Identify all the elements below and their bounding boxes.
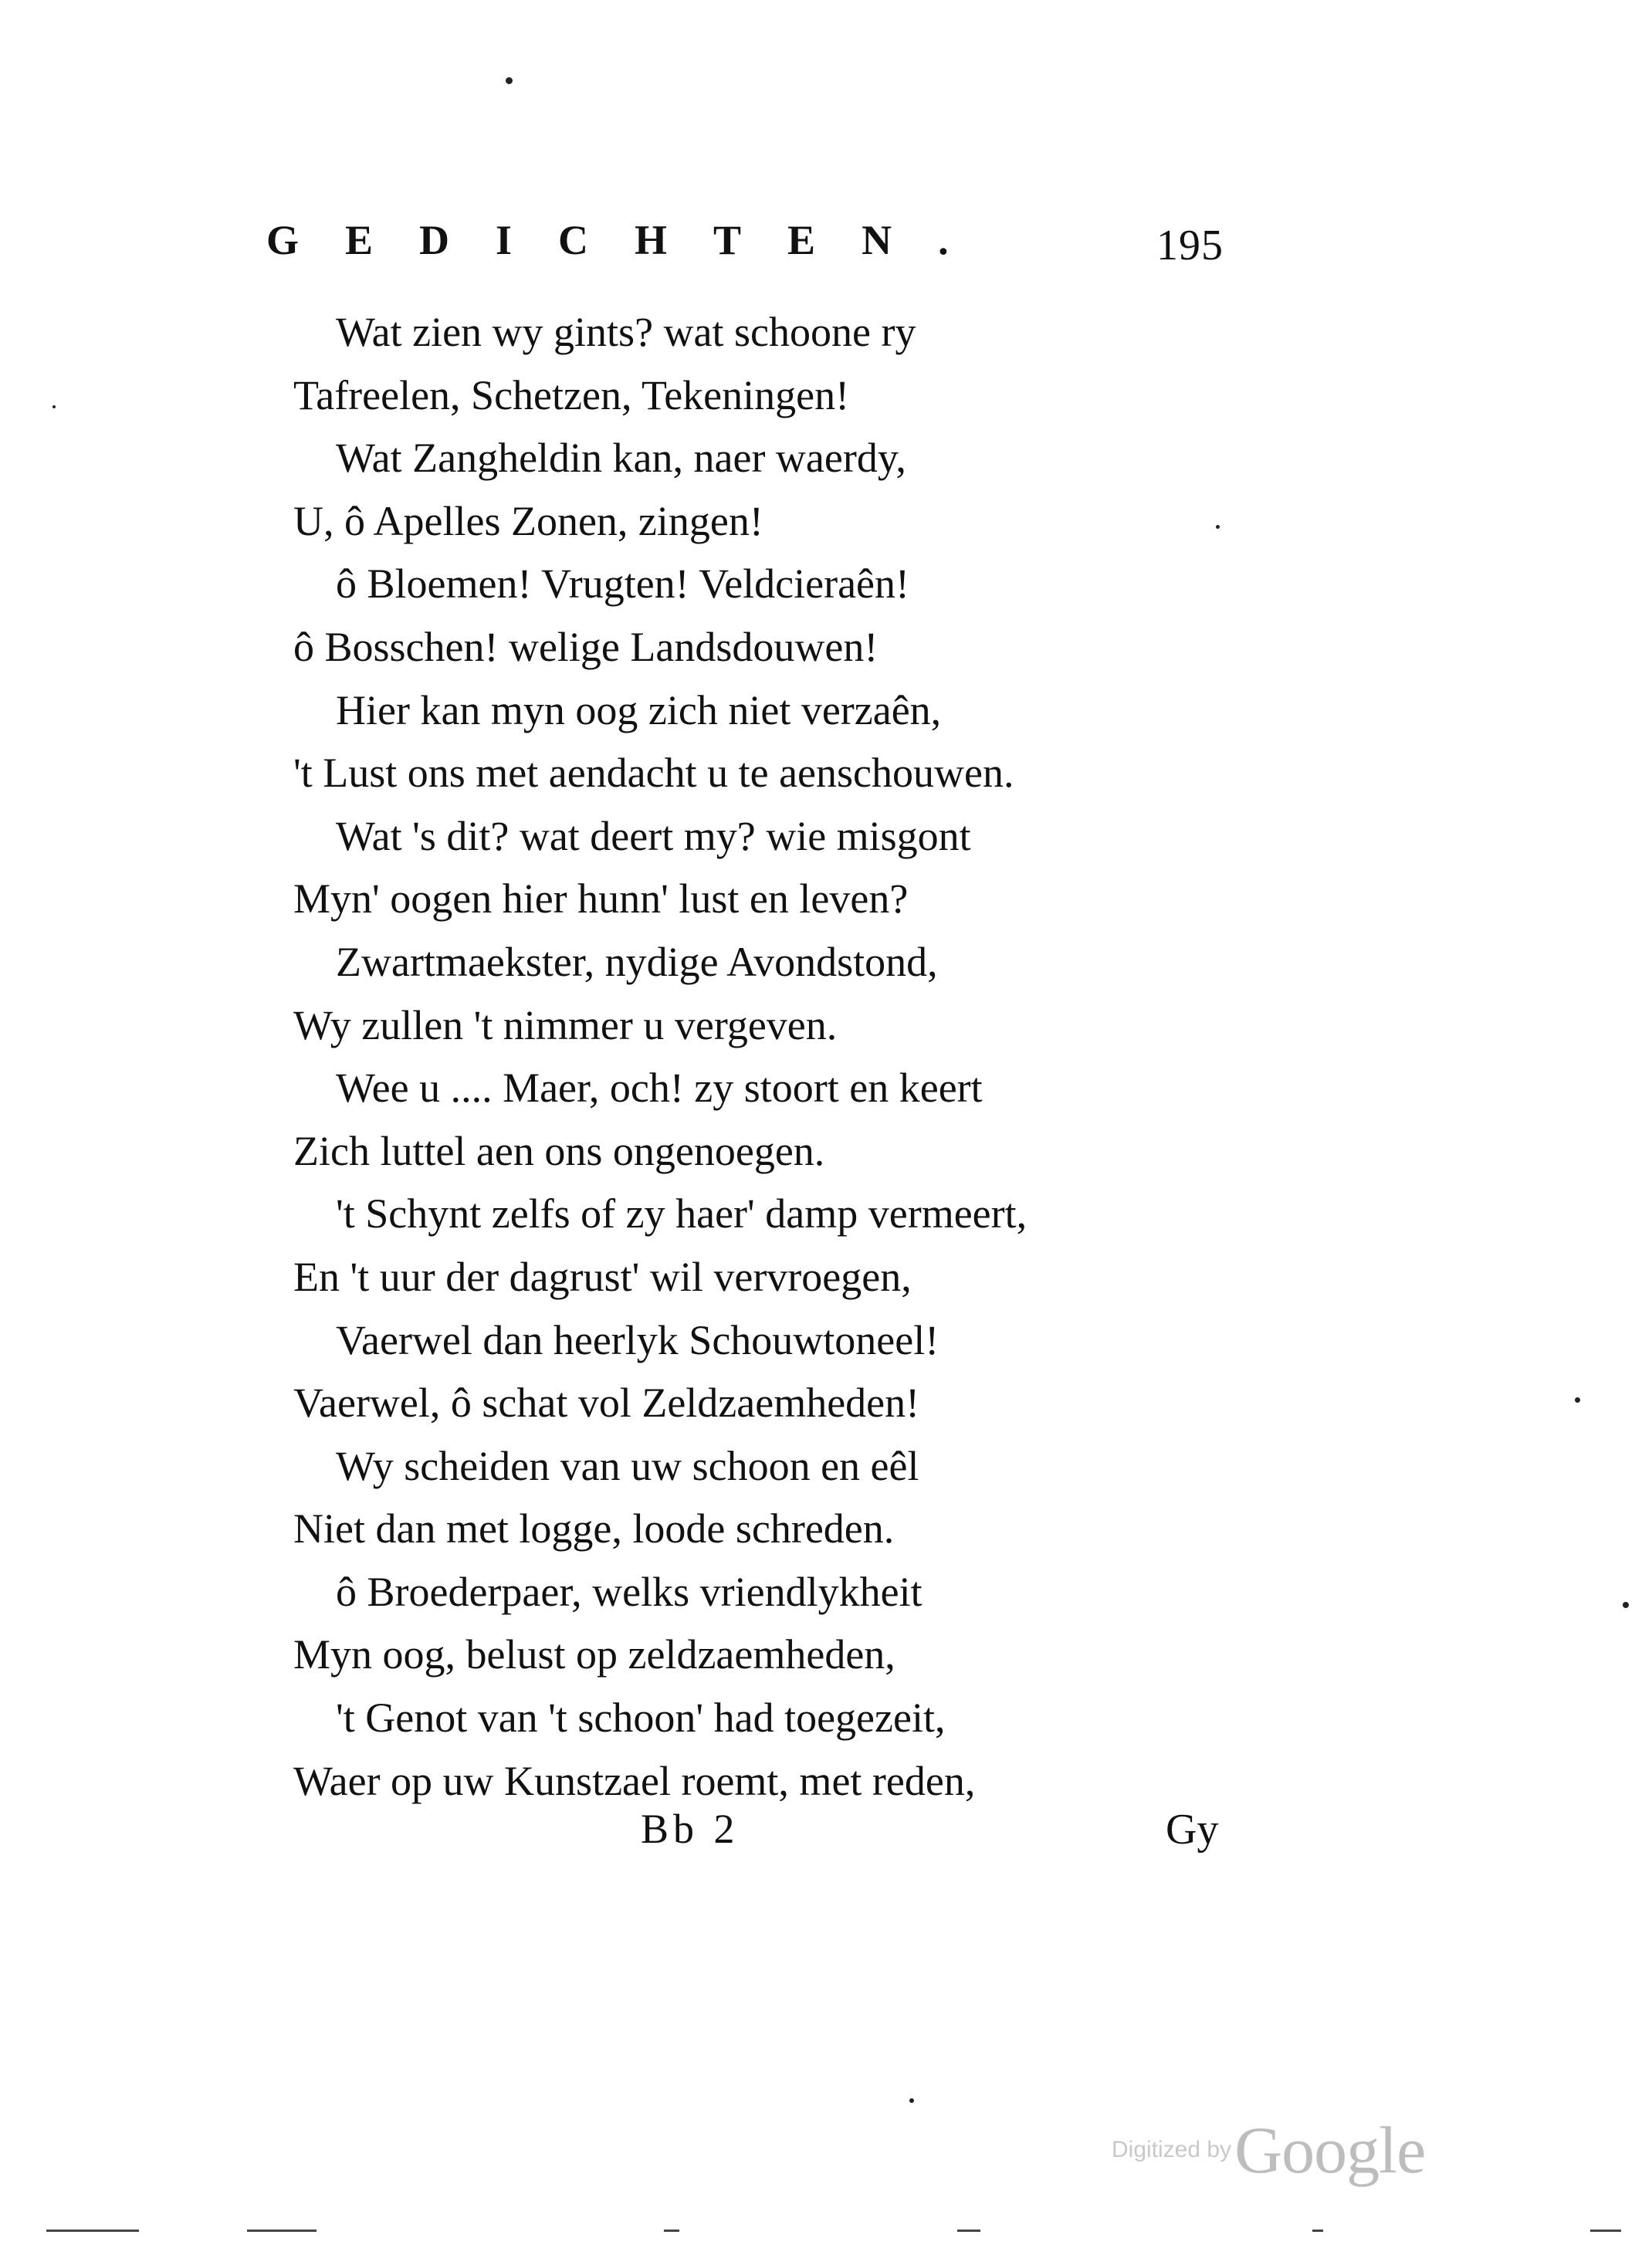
poem-line: Wy zullen 't nimmer u vergeven. xyxy=(293,1001,838,1048)
poem-line: Hier kan myn oog zich niet verzaên, xyxy=(336,686,942,733)
signature-mark: Bb 2 xyxy=(641,1806,740,1852)
poem-line: Vaerwel dan heerlyk Schouwtoneel! xyxy=(336,1316,939,1363)
poem-line: Niet dan met logge, loode schreden. xyxy=(293,1505,895,1552)
poem-line: 't Schynt zelfs of zy haer' damp vermeert, xyxy=(336,1190,1027,1238)
scan-speck xyxy=(506,77,513,84)
poem-line: Wat 's dit? wat deert my? wie misgont xyxy=(336,812,971,859)
poem-line: Wee u .... Maer, och! zy stoort en keert xyxy=(336,1065,983,1112)
poem-line: Vaerwel, ô schat vol Zeldzaemheden! xyxy=(293,1380,920,1427)
google-logo: Google xyxy=(1234,2113,1426,2187)
poem-line: 't Genot van 't schoon' had toegezeit, xyxy=(336,1695,946,1742)
page-number: 195 xyxy=(1156,222,1224,269)
poem-line: Wat Zangheldin kan, naer waerdy, xyxy=(336,435,906,482)
poem-line: Zwartmaekster, nydige Avondstond, xyxy=(336,938,938,985)
digitized-by-text: Digitized by xyxy=(1112,2137,1232,2162)
scan-edge-noise xyxy=(0,2223,1652,2239)
poem-line: Wat zien wy gints? wat schoone ry xyxy=(336,309,916,355)
poem-line: Zich luttel aen ons ongenoegen. xyxy=(293,1127,825,1174)
poem-line: En 't uur der dagrust' wil vervroegen, xyxy=(293,1253,912,1300)
catchword: Gy xyxy=(1166,1806,1219,1854)
digitized-watermark xyxy=(1112,2111,1425,2189)
poem-line: Myn oog, belust op zeldzaemheden, xyxy=(293,1631,895,1678)
scan-speck xyxy=(1216,525,1220,529)
poem-line: Waer op uw Kunstzael roemt, met reden, xyxy=(293,1757,976,1804)
poem-line: ô Broederpaer, welks vriendlykheit xyxy=(336,1568,922,1615)
poem-line: Tafreelen, Schetzen, Tekeningen! xyxy=(293,371,850,418)
scan-speck xyxy=(1623,1602,1629,1608)
scan-speck xyxy=(1575,1397,1580,1403)
running-title: GEDICHTEN. xyxy=(266,217,995,263)
poem-line: ô Bosschen! welige Landsdouwen! xyxy=(293,623,878,670)
scan-speck xyxy=(909,2098,914,2103)
poem-line: ô Bloemen! Vrugten! Veldcieraên! xyxy=(336,560,910,608)
poem-line: 't Lust ons met aendacht u te aenschouwen. xyxy=(293,750,1014,797)
poem-line: Wy scheiden van uw schoon en eêl xyxy=(336,1442,919,1489)
scan-speck xyxy=(52,405,56,408)
poem-line: Myn' oogen hier hunn' lust en leven? xyxy=(293,875,909,923)
poem-line: U, ô Apelles Zonen, zingen! xyxy=(293,497,763,544)
page-header xyxy=(266,216,1224,278)
poem-text xyxy=(293,301,1220,1813)
